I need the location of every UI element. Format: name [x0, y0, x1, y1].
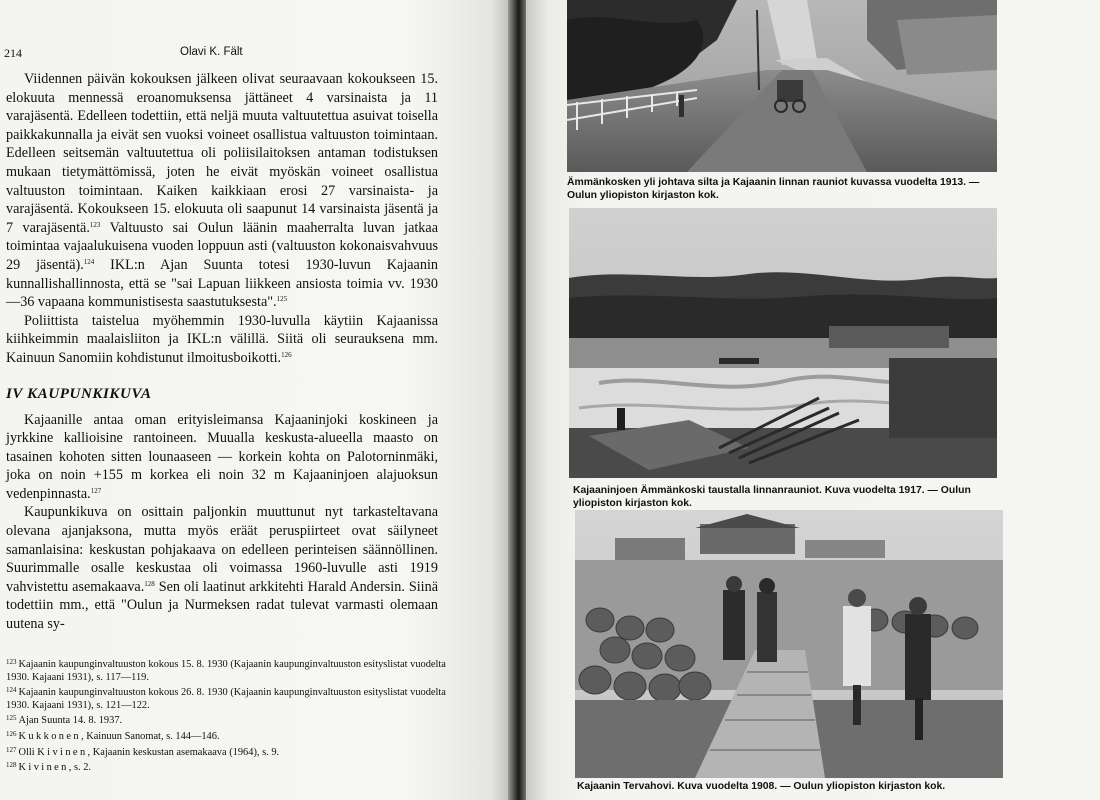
footnote-ref[interactable]: 124 — [83, 257, 95, 266]
footnote: $^{127}$ Olli Kivinen, Kajaanin keskustan asemakaava (1964), s. 9. — [6, 745, 280, 758]
photo-rapids-image — [569, 208, 997, 478]
book-gutter — [508, 0, 528, 800]
page-number: 214 — [4, 46, 22, 60]
section-heading: IV KAUPUNKIKUVA — [6, 385, 152, 402]
body-text — [6, 70, 438, 634]
footnote: $^{128}$ Kivinen, s. 2. — [6, 761, 92, 774]
paragraph: Kaupunkikuva on osittain paljonkin muuttunut nyt tarkasteltavana olevana ajanjaksona, mutta myös eräät peruspiirteet ovat säilyneet samanlaisina: keskustan pohjakaava on edelleen perinteisen säännöllinen. Suurimmalle osalle keskustaa oli voimassa 1960-luvulle asti 1919 vahvistettu asemakaava.$^{128}$ Sen oli laatinut arkkitehti Harald Andersin. Siinä todettiin mm., että "Oulun ja Nurmeksen radat tulevat varmasti olemaan uutena sy- — [6, 504, 438, 633]
photo-caption: Kajaanin Tervahovi. Kuva vuodelta 1908. — Oulun yliopiston kirjaston kok. — [577, 781, 946, 792]
footnote-ref[interactable]: 125 — [276, 295, 288, 304]
footnotes — [6, 656, 446, 775]
photo-bridge-image — [567, 0, 997, 172]
footnote: $^{126}$ Kukkonen, Kainuun Sanomat, s. 144—146. — [6, 729, 220, 742]
photo-caption: Ämmänkosken yli johtava silta ja Kajaanin linnan rauniot kuvassa vuodelta 1913. — Oulun yliopiston kirjaston kok. — [567, 177, 980, 201]
running-head: Olavi K. Fält — [180, 46, 243, 58]
paragraph: Poliittista taistelua myöhemmin 1930-luvulla käytiin Kajaanissa kiihkeimmin maalaisliiton ja IKL:n välillä. Siitä oli seurauksena mm. Kainuun Sanomiin kohdistunut ilmoitusboikotti.$^{126}$ — [6, 312, 438, 366]
photo-rapids — [569, 208, 997, 478]
footnote-ref[interactable]: 128 — [144, 579, 155, 588]
footnote: $^{124}$ Kajaanin kaupunginvaltuuston kokous 26. 8. 1930 (Kajaanin kaupunginvaltuuston esityslistat vuodelta 1930. Kajaani 1931), s. 121—122. — [6, 686, 446, 711]
left-page — [0, 0, 512, 800]
paragraph: Viidennen päivän kokouksen jälkeen olivat seuraavaan kokoukseen 15. elokuuta mennessä eroanomuksensa jättäneet 4 varsinaista ja 11 varajäsentä. Edelleen todettiin, että neljä muuta valtuutettua asuivat toisella paikkakunnalla ja eivät sen vuoksi voineet osallistua valtuuston toimintaan. Edelleen seitsemän valtuutettua oli poliisilaitoksen antaman todistuksen mukaan tietymättömissä, joten he eivät myöskän voineet osallistua valtuuston toimintaan. Kaiken kaikkiaan erosi 27 varsinaista- ja varajäsentä. Kokoukseen 15. elokuuta oli saapunut 14 varsinaista jäsentä ja 7 varajäsentä.$^{123}$ Valtuusto sai Oulun läänin maaherralta luvan jatkaa toimintaa vajaalukuisena vuoden loppuun asti (valtuuston kokonaisvahvuus 29 jäsentä).$^{124}$ IKL:n Ajan Suunta totesi 1930-luvun Kajaanin kunnallishallinnosta, että se "sai Lapuan liikkeen ansiosta toimia vv. 1930—36 vapaana kommunistisesta saastutuksesta".$^{125}$ — [6, 71, 438, 311]
footnote: $^{123}$ Kajaanin kaupunginvaltuuston kokous 15. 8. 1930 (Kajaanin kaupunginvaltuuston esityslistat vuodelta 1930. Kajaani 1931), s. 117—119. — [6, 658, 446, 683]
photo-caption: Kajaaninjoen Ämmänkoski taustalla linnanrauniot. Kuva vuodelta 1917. — Oulun yliopiston kirjaston kok. — [573, 485, 971, 509]
footnote-ref[interactable]: 123 — [89, 220, 101, 229]
paragraph: Kajaanille antaa oman erityisleimansa Kajaaninjoki koskineen ja jyrkkine kallioisine rantoineen. Muualla keskusta-alueella maasto on tasainen kohoten sitten lounaaseen — korkein kohta on Palotorninmäki, joka on noin +155 m korkea eli noin 32 m Kajaaninjoen alajuoksun vedenpinnasta.$^{127}$ — [6, 411, 438, 502]
footnote-ref[interactable]: 126 — [281, 350, 292, 359]
photo-bridge — [567, 0, 997, 172]
photo-tar-harbour-image — [575, 510, 1003, 778]
photo-tar-harbour — [575, 510, 1003, 778]
footnote: $^{125}$ Ajan Suunta 14. 8. 1937. — [6, 714, 123, 727]
footnote-ref[interactable]: 127 — [90, 486, 102, 495]
page-header — [0, 46, 512, 62]
